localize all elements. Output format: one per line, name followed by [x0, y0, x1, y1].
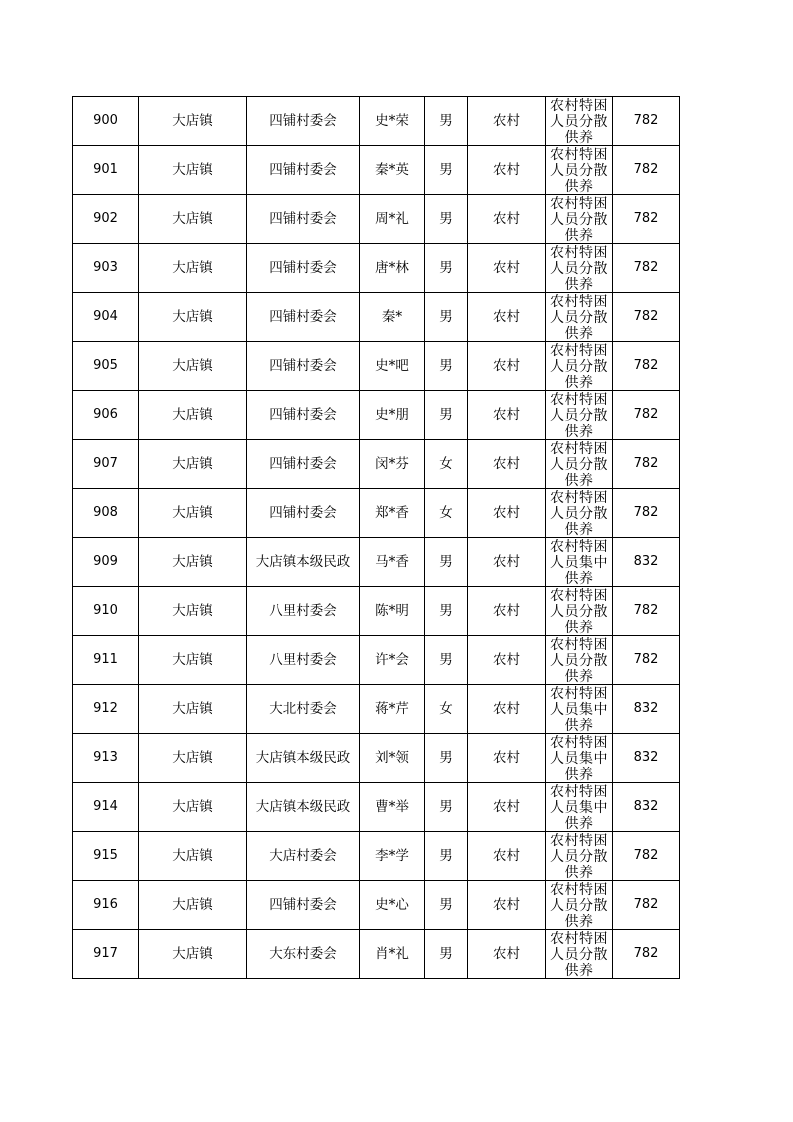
support-type-wrapper — [546, 539, 612, 586]
cell-village-committee: 四铺村委会 — [247, 881, 360, 930]
support-type-text: 农村特困人员分散供养 — [550, 342, 608, 390]
cell-gender: 男 — [425, 734, 468, 783]
cell-area-type: 农村 — [468, 146, 546, 195]
support-type-text: 农村特困人员分散供养 — [550, 587, 608, 635]
support-type-wrapper — [546, 490, 612, 537]
support-type-text: 农村特困人员集中供养 — [550, 685, 608, 733]
table-row — [73, 538, 680, 587]
table-row — [73, 832, 680, 881]
cell-person-name: 郑*香 — [360, 489, 425, 538]
cell-amount: 782 — [613, 244, 680, 293]
cell-village-committee: 四铺村委会 — [247, 195, 360, 244]
cell-area-type: 农村 — [468, 636, 546, 685]
cell-person-name: 唐*林 — [360, 244, 425, 293]
support-type-wrapper — [546, 931, 612, 978]
cell-serial-number: 902 — [73, 195, 139, 244]
cell-amount: 782 — [613, 97, 680, 146]
support-type-wrapper — [546, 686, 612, 733]
cell-village-committee: 四铺村委会 — [247, 97, 360, 146]
cell-gender: 女 — [425, 440, 468, 489]
cell-amount: 782 — [613, 440, 680, 489]
support-type-wrapper — [546, 294, 612, 341]
support-type-text: 农村特困人员分散供养 — [550, 930, 608, 978]
support-type-text: 农村特困人员分散供养 — [550, 244, 608, 292]
cell-village-committee: 大店镇本级民政 — [247, 783, 360, 832]
cell-town: 大店镇 — [139, 832, 247, 881]
cell-town: 大店镇 — [139, 734, 247, 783]
cell-support-type — [546, 244, 613, 293]
cell-area-type: 农村 — [468, 538, 546, 587]
cell-town: 大店镇 — [139, 636, 247, 685]
cell-amount: 782 — [613, 881, 680, 930]
cell-amount: 782 — [613, 832, 680, 881]
cell-village-committee: 四铺村委会 — [247, 293, 360, 342]
cell-support-type — [546, 440, 613, 489]
cell-town: 大店镇 — [139, 783, 247, 832]
cell-village-committee: 八里村委会 — [247, 636, 360, 685]
cell-area-type: 农村 — [468, 391, 546, 440]
cell-town: 大店镇 — [139, 489, 247, 538]
cell-serial-number: 911 — [73, 636, 139, 685]
cell-gender: 男 — [425, 832, 468, 881]
cell-person-name: 秦*英 — [360, 146, 425, 195]
cell-village-committee: 八里村委会 — [247, 587, 360, 636]
cell-town: 大店镇 — [139, 342, 247, 391]
cell-serial-number: 901 — [73, 146, 139, 195]
support-type-text: 农村特困人员分散供养 — [550, 832, 608, 880]
cell-area-type: 农村 — [468, 685, 546, 734]
table-row — [73, 636, 680, 685]
cell-gender: 男 — [425, 930, 468, 979]
beneficiary-table — [72, 96, 680, 979]
cell-gender: 男 — [425, 587, 468, 636]
cell-amount: 832 — [613, 538, 680, 587]
cell-support-type — [546, 783, 613, 832]
support-type-wrapper — [546, 735, 612, 782]
cell-support-type — [546, 930, 613, 979]
table-row — [73, 293, 680, 342]
cell-town: 大店镇 — [139, 685, 247, 734]
cell-area-type: 农村 — [468, 342, 546, 391]
cell-village-committee: 大店镇本级民政 — [247, 538, 360, 587]
cell-support-type — [546, 832, 613, 881]
support-type-wrapper — [546, 637, 612, 684]
cell-area-type: 农村 — [468, 97, 546, 146]
cell-area-type: 农村 — [468, 930, 546, 979]
cell-gender: 男 — [425, 195, 468, 244]
support-type-text: 农村特困人员集中供养 — [550, 734, 608, 782]
cell-town: 大店镇 — [139, 97, 247, 146]
support-type-wrapper — [546, 98, 612, 145]
support-type-text: 农村特困人员分散供养 — [550, 146, 608, 194]
cell-gender: 男 — [425, 244, 468, 293]
support-type-wrapper — [546, 245, 612, 292]
table-row — [73, 146, 680, 195]
cell-serial-number: 907 — [73, 440, 139, 489]
cell-area-type: 农村 — [468, 293, 546, 342]
cell-gender: 男 — [425, 146, 468, 195]
cell-serial-number: 917 — [73, 930, 139, 979]
cell-serial-number: 900 — [73, 97, 139, 146]
cell-person-name: 史*荣 — [360, 97, 425, 146]
cell-person-name: 史*心 — [360, 881, 425, 930]
table-row — [73, 195, 680, 244]
cell-area-type: 农村 — [468, 440, 546, 489]
cell-amount: 782 — [613, 587, 680, 636]
cell-person-name: 史*吧 — [360, 342, 425, 391]
cell-area-type: 农村 — [468, 783, 546, 832]
cell-village-committee: 四铺村委会 — [247, 342, 360, 391]
cell-town: 大店镇 — [139, 881, 247, 930]
cell-gender: 女 — [425, 685, 468, 734]
cell-support-type — [546, 97, 613, 146]
cell-town: 大店镇 — [139, 293, 247, 342]
cell-person-name: 曹*举 — [360, 783, 425, 832]
table-row — [73, 783, 680, 832]
cell-area-type: 农村 — [468, 832, 546, 881]
cell-gender: 男 — [425, 293, 468, 342]
table-row — [73, 244, 680, 293]
table-row — [73, 97, 680, 146]
cell-village-committee: 四铺村委会 — [247, 489, 360, 538]
cell-serial-number: 908 — [73, 489, 139, 538]
cell-town: 大店镇 — [139, 930, 247, 979]
cell-person-name: 陈*明 — [360, 587, 425, 636]
cell-person-name: 史*朋 — [360, 391, 425, 440]
table-row — [73, 734, 680, 783]
support-type-text: 农村特困人员集中供养 — [550, 538, 608, 586]
cell-town: 大店镇 — [139, 391, 247, 440]
cell-amount: 782 — [613, 293, 680, 342]
cell-support-type — [546, 489, 613, 538]
support-type-text: 农村特困人员集中供养 — [550, 783, 608, 831]
cell-person-name: 肖*礼 — [360, 930, 425, 979]
cell-town: 大店镇 — [139, 195, 247, 244]
cell-amount: 782 — [613, 391, 680, 440]
cell-town: 大店镇 — [139, 538, 247, 587]
cell-amount: 832 — [613, 685, 680, 734]
cell-area-type: 农村 — [468, 489, 546, 538]
cell-town: 大店镇 — [139, 244, 247, 293]
cell-person-name: 许*会 — [360, 636, 425, 685]
cell-person-name: 周*礼 — [360, 195, 425, 244]
cell-support-type — [546, 734, 613, 783]
cell-serial-number: 905 — [73, 342, 139, 391]
support-type-text: 农村特困人员分散供养 — [550, 391, 608, 439]
cell-area-type: 农村 — [468, 734, 546, 783]
table-row — [73, 489, 680, 538]
support-type-wrapper — [546, 441, 612, 488]
support-type-wrapper — [546, 588, 612, 635]
cell-serial-number: 903 — [73, 244, 139, 293]
support-type-text: 农村特困人员分散供养 — [550, 97, 608, 145]
cell-person-name: 刘*领 — [360, 734, 425, 783]
support-type-text: 农村特困人员分散供养 — [550, 636, 608, 684]
support-type-text: 农村特困人员分散供养 — [550, 440, 608, 488]
cell-amount: 832 — [613, 734, 680, 783]
cell-serial-number: 910 — [73, 587, 139, 636]
support-type-text: 农村特困人员分散供养 — [550, 293, 608, 341]
cell-village-committee: 四铺村委会 — [247, 391, 360, 440]
cell-serial-number: 906 — [73, 391, 139, 440]
cell-gender: 女 — [425, 489, 468, 538]
cell-gender: 男 — [425, 391, 468, 440]
cell-village-committee: 大北村委会 — [247, 685, 360, 734]
cell-village-committee: 大店村委会 — [247, 832, 360, 881]
cell-serial-number: 904 — [73, 293, 139, 342]
cell-area-type: 农村 — [468, 881, 546, 930]
table-row — [73, 440, 680, 489]
cell-support-type — [546, 342, 613, 391]
cell-person-name: 秦* — [360, 293, 425, 342]
cell-amount: 782 — [613, 930, 680, 979]
support-type-wrapper — [546, 196, 612, 243]
cell-gender: 男 — [425, 342, 468, 391]
cell-gender: 男 — [425, 783, 468, 832]
support-type-wrapper — [546, 147, 612, 194]
cell-gender: 男 — [425, 538, 468, 587]
cell-town: 大店镇 — [139, 587, 247, 636]
cell-serial-number: 916 — [73, 881, 139, 930]
table-row — [73, 930, 680, 979]
cell-area-type: 农村 — [468, 244, 546, 293]
cell-support-type — [546, 538, 613, 587]
cell-support-type — [546, 146, 613, 195]
support-type-wrapper — [546, 784, 612, 831]
cell-serial-number: 909 — [73, 538, 139, 587]
support-type-wrapper — [546, 392, 612, 439]
support-type-wrapper — [546, 343, 612, 390]
cell-support-type — [546, 587, 613, 636]
support-type-text: 农村特困人员分散供养 — [550, 881, 608, 929]
cell-person-name: 蒋*芹 — [360, 685, 425, 734]
cell-village-committee: 四铺村委会 — [247, 146, 360, 195]
cell-support-type — [546, 195, 613, 244]
cell-amount: 782 — [613, 342, 680, 391]
table-row — [73, 685, 680, 734]
cell-gender: 男 — [425, 97, 468, 146]
cell-support-type — [546, 636, 613, 685]
cell-town: 大店镇 — [139, 146, 247, 195]
cell-serial-number: 912 — [73, 685, 139, 734]
table-row — [73, 881, 680, 930]
support-type-wrapper — [546, 882, 612, 929]
cell-gender: 男 — [425, 881, 468, 930]
support-type-wrapper — [546, 833, 612, 880]
cell-amount: 832 — [613, 783, 680, 832]
cell-area-type: 农村 — [468, 587, 546, 636]
cell-support-type — [546, 685, 613, 734]
cell-serial-number: 913 — [73, 734, 139, 783]
cell-person-name: 李*学 — [360, 832, 425, 881]
table-row — [73, 391, 680, 440]
cell-amount: 782 — [613, 146, 680, 195]
cell-amount: 782 — [613, 489, 680, 538]
cell-town: 大店镇 — [139, 440, 247, 489]
table-row — [73, 587, 680, 636]
cell-village-committee: 四铺村委会 — [247, 440, 360, 489]
cell-area-type: 农村 — [468, 195, 546, 244]
cell-support-type — [546, 881, 613, 930]
table-body — [73, 97, 680, 979]
cell-gender: 男 — [425, 636, 468, 685]
cell-village-committee: 四铺村委会 — [247, 244, 360, 293]
cell-serial-number: 914 — [73, 783, 139, 832]
table-row — [73, 342, 680, 391]
cell-amount: 782 — [613, 195, 680, 244]
support-type-text: 农村特困人员分散供养 — [550, 489, 608, 537]
cell-amount: 782 — [613, 636, 680, 685]
support-type-text: 农村特困人员分散供养 — [550, 195, 608, 243]
cell-person-name: 闵*芬 — [360, 440, 425, 489]
cell-village-committee: 大店镇本级民政 — [247, 734, 360, 783]
cell-support-type — [546, 293, 613, 342]
cell-village-committee: 大东村委会 — [247, 930, 360, 979]
cell-serial-number: 915 — [73, 832, 139, 881]
cell-person-name: 马*香 — [360, 538, 425, 587]
cell-support-type — [546, 391, 613, 440]
